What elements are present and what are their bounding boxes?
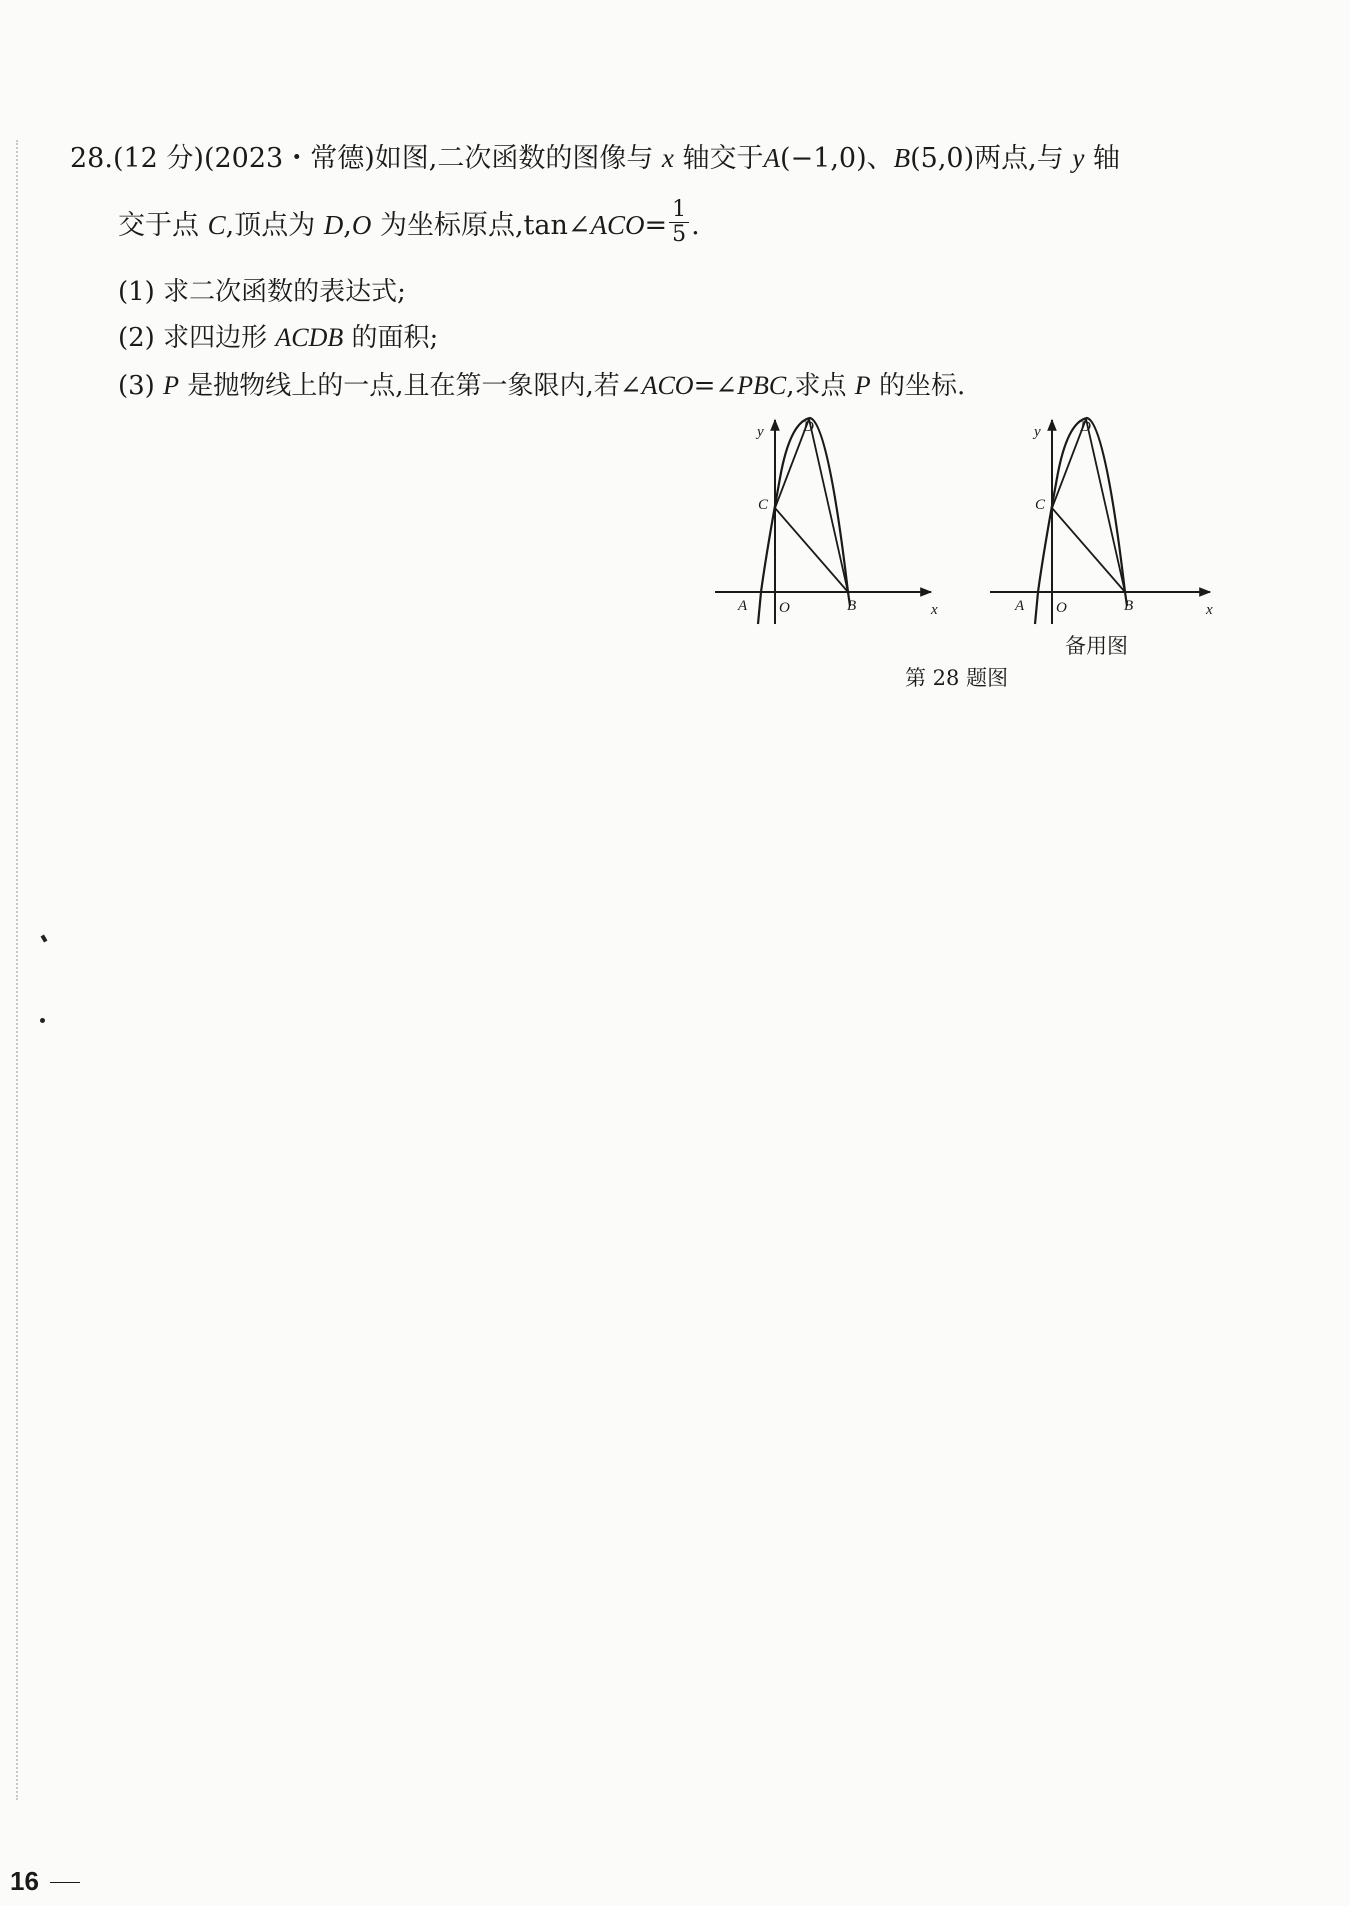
question-text: 如图,二次函数的图像与: [374, 143, 662, 174]
label-o: O: [779, 600, 790, 616]
label-x: x: [1206, 602, 1213, 618]
var-y: y: [1072, 143, 1085, 173]
label-b: B: [847, 598, 857, 614]
label-y: y: [1034, 424, 1041, 440]
var-x: x: [661, 143, 674, 173]
angle-pbc: PBC: [737, 371, 787, 400]
label-c: C: [1035, 497, 1046, 513]
parabola-curve: [758, 418, 850, 624]
point-b: B: [893, 143, 911, 173]
point-p: P: [163, 371, 179, 400]
sub-question-text: ,求点: [786, 371, 855, 401]
fraction-denominator: 5: [672, 222, 687, 247]
label-c: C: [758, 497, 769, 513]
question-text: 为坐标原点,tan∠: [371, 210, 591, 241]
sub-question-text: 是抛物线上的一点,且在第一象限内,若∠: [178, 371, 642, 401]
segment-cb: [775, 508, 848, 592]
parabola-curve: [1035, 418, 1127, 624]
label-o: O: [1056, 600, 1067, 616]
sub-question-1: [118, 272, 406, 312]
scan-speck: [41, 934, 48, 942]
question-source: (12 分)(2023・常德): [112, 143, 375, 174]
fraction-one-fifth: [669, 198, 689, 247]
backup-figure-caption: 备用图: [1065, 634, 1128, 658]
sub-question-text: 求四边形: [163, 323, 276, 353]
parabola-diagram-backup: [982, 408, 1222, 628]
label-y: y: [757, 424, 764, 440]
label-d: D: [803, 419, 814, 435]
sub-question-text: =∠: [693, 371, 738, 401]
scan-speck: [40, 1018, 45, 1023]
sub-question-label: (1): [118, 277, 164, 307]
point-d: D: [323, 210, 344, 240]
question-text: 交于点: [118, 210, 208, 241]
segment-db: [809, 419, 848, 592]
page-number: 16: [10, 1866, 39, 1896]
coord-b: (5,0)两点,与: [910, 143, 1073, 174]
angle-aco: ACO: [641, 371, 694, 400]
figure-caption: 第 28 题图: [905, 666, 1009, 690]
question-text: ,顶点为: [225, 210, 324, 241]
segment-cb: [1052, 508, 1125, 592]
label-d: D: [1080, 419, 1091, 435]
question-text: 轴: [1084, 143, 1120, 174]
sub-question-3: [118, 366, 965, 406]
point-c: C: [207, 210, 226, 240]
sub-question-text: 的坐标.: [870, 371, 966, 401]
sub-question-2: [118, 318, 438, 358]
label-a: A: [738, 598, 748, 614]
label-b: B: [1124, 598, 1134, 614]
label-x: x: [931, 602, 938, 618]
quadrilateral-acdb: ACDB: [275, 323, 344, 352]
sub-question-text: 的面积;: [343, 323, 439, 353]
equals-sign: =: [644, 210, 668, 241]
point-o: O: [351, 210, 372, 240]
coord-a: (−1,0)、: [780, 143, 894, 174]
page-number-dash: [50, 1882, 80, 1883]
fraction-numerator: 1: [669, 198, 689, 223]
sub-question-label: (2): [118, 323, 164, 353]
question-number: 28.: [70, 143, 113, 174]
period: .: [691, 210, 700, 241]
binding-margin-dotted-line: [16, 140, 18, 1800]
question-text: ,: [343, 210, 352, 241]
label-a: A: [1015, 598, 1025, 614]
parabola-figure-main: [705, 408, 945, 632]
sub-question-text: 求二次函数的表达式;: [163, 277, 406, 307]
question-line-1: [70, 138, 1120, 179]
question-text: 轴交于: [673, 143, 764, 174]
point-a: A: [763, 143, 780, 173]
sub-question-label: (3): [118, 371, 164, 401]
parabola-diagram: [705, 408, 945, 628]
angle-aco: ACO: [590, 210, 645, 240]
segment-db: [1086, 419, 1125, 592]
parabola-figure-backup: [982, 408, 1222, 632]
question-line-2: [118, 197, 700, 251]
point-p: P: [854, 371, 871, 400]
